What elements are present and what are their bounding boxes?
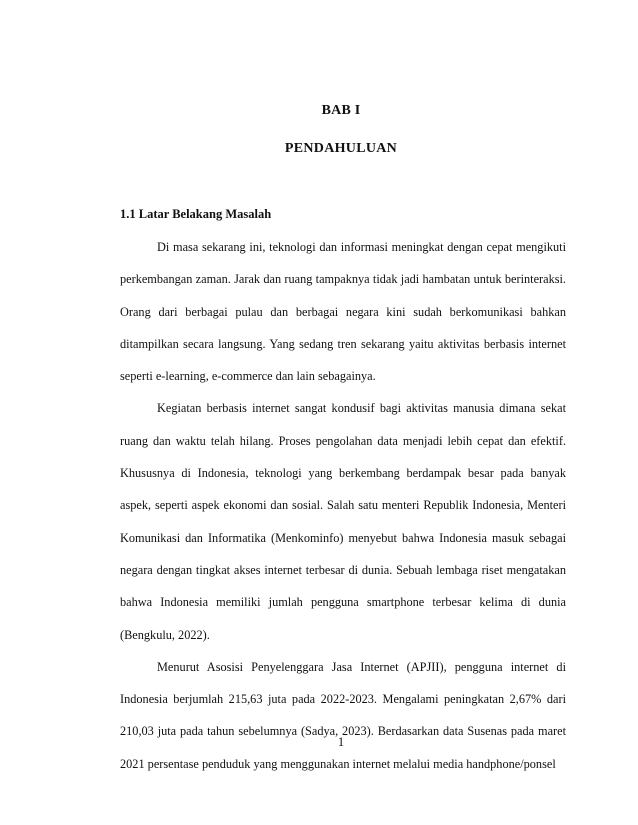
paragraph-3: Menurut Asosisi Penyelenggara Jasa Internet (APJII), pengguna internet di Indonesia berjumlah 215,63 juta pada 2022-2023. Mengalami peningkatan 2,67% dari 210,03 juta pada tahun sebelumnya (Sadya, 2023). Berdasarkan data Susenas pada maret 2021 persentase penduduk yang menggunakan internet melalui media handphone/ponsel bbox=[120, 659, 566, 771]
paragraph-2: Kegiatan berbasis internet sangat kondusif bagi aktivitas manusia dimana sekat ruang dan waktu telah hilang. Proses pengolahan data menjadi lebih cepat dan efektif. Khususnya di Indonesia, teknologi yang berkembang berdampak besar pada banyak aspek, seperti aspek ekonomi dan sosial. Salah satu menteri Republik Indonesia, Menteri Komunikasi dan Informatika (Menkominfo) menyebut bahwa Indonesia masuk sebagai negara dengan tingkat akses internet terbesar di dunia. Sebuah lembaga riset mengatakan bahwa Indonesia memiliki jumlah pengguna smartphone terbesar kelima di dunia (Bengkulu, 2022). bbox=[120, 401, 566, 642]
chapter-title: PENDAHULUAN bbox=[284, 141, 398, 156]
chapter-number: BAB I bbox=[321, 103, 361, 118]
paragraph-1: Di masa sekarang ini, teknologi dan informasi meningkat dengan cepat mengikuti perkembangan zaman. Jarak dan ruang tampaknya tidak jadi hambatan untuk berinteraksi. Orang dari berbagai pulau dan berbagai negara kini sudah berkomunikasi bahkan ditampilkan secara langsung. Yang sedang tren sekarang yaitu aktivitas berbasis internet seperti e-learning, e-commerce dan lain sebagainya. bbox=[120, 240, 566, 384]
page-number: 1 bbox=[337, 735, 345, 749]
section-heading: 1.1 Latar Belakang Masalah bbox=[120, 207, 272, 221]
body-text bbox=[120, 231, 566, 780]
